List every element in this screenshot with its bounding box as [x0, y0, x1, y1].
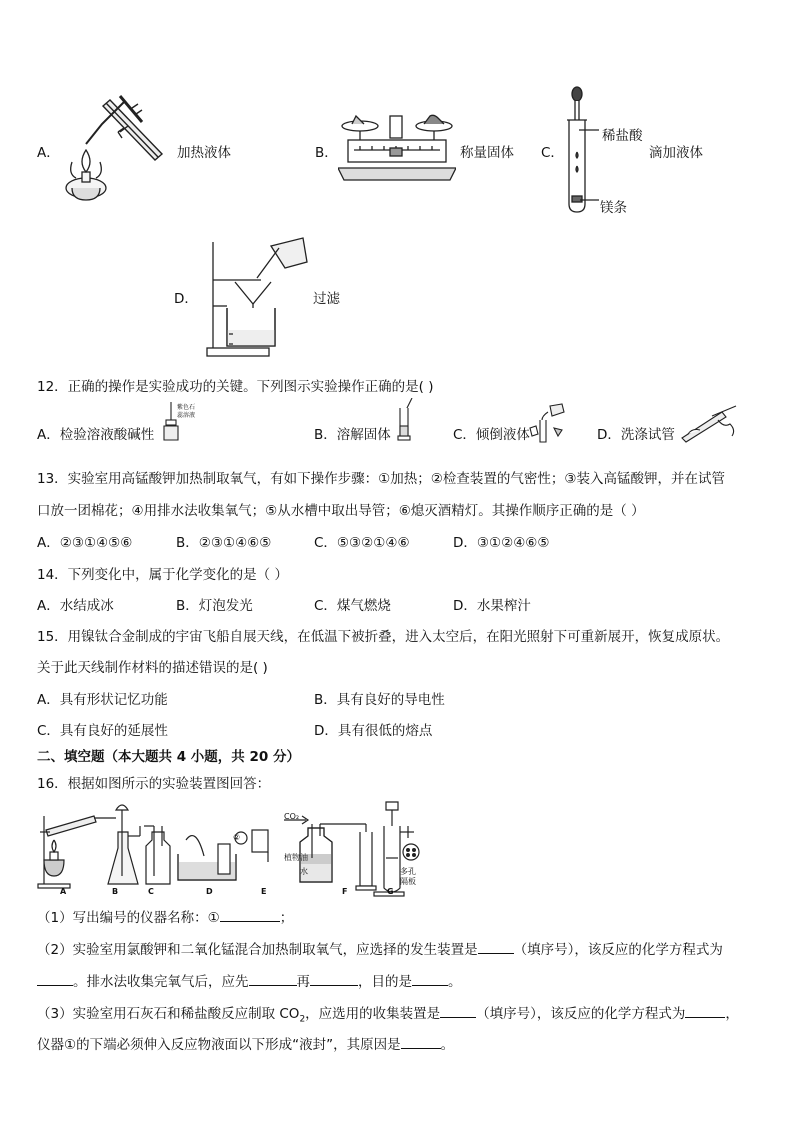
- heating-liquid-figure: [62, 92, 172, 204]
- q16-p3-text3: （填序号），该反应的化学方程式为: [476, 1006, 686, 1022]
- option-c-letter: C．: [541, 145, 564, 161]
- q12-option-a: A．检验溶液酸碱性: [37, 427, 155, 443]
- option-d-letter: D．: [174, 291, 198, 307]
- q16-p2-text6: 。: [448, 974, 462, 990]
- q16-p3-text2: ，应选用的收集装置是: [305, 1006, 441, 1022]
- q14-stem: 14．下列变化中，属于化学变化的是（ ）: [37, 567, 288, 583]
- blank-purpose[interactable]: [412, 985, 448, 986]
- ph-tag2: 蕊溶液: [177, 412, 196, 419]
- q13-stem-line1: 13．实验室用高锰酸钾加热制取氧气，有如下操作步骤：①加热；②检查装置的气密性；③装入高锰酸钾，并在试管: [37, 471, 725, 487]
- pour-liquid-figure: [528, 402, 566, 444]
- balance-figure: [338, 110, 456, 190]
- option-c-label: 滴加液体: [649, 145, 703, 161]
- q15-option-c: C．具有良好的延展性: [37, 723, 168, 739]
- q13-option-d: D．③①②④⑥⑤: [453, 535, 550, 551]
- q16-apparatus-figure: [36, 796, 426, 900]
- ph-tag1: 紫色石: [177, 404, 196, 411]
- fig-porous-label-1: 多孔: [400, 867, 416, 876]
- blank-collector[interactable]: [440, 1017, 476, 1018]
- blank-first-step[interactable]: [249, 985, 297, 986]
- q13-stem-line2: 口放一团棉花；④用排水法收集氧气；⑤从水槽中取出导管；⑥熄灭酒精灯。其操作顺序正确的是（ ）: [37, 503, 645, 519]
- fig-letter-d: D: [206, 887, 213, 896]
- q16-p3-sub: 2: [299, 1014, 306, 1025]
- fig-porous-label-2: 隔板: [400, 877, 416, 886]
- q16-part3-line1: [37, 1002, 739, 1025]
- fig-co2-label: CO₂: [284, 812, 300, 821]
- q16-p2-text2: （填序号），该反应的化学方程式为: [513, 942, 723, 958]
- fig-circle-two: ②: [233, 833, 241, 842]
- q15-stem-line2: 关于此天线制作材料的描述错误的是( ): [37, 660, 268, 676]
- fig-letter-g: G: [387, 887, 394, 896]
- option-b-letter: B．: [315, 145, 338, 161]
- q16-part1: [37, 906, 293, 926]
- blank-generator[interactable]: [478, 953, 514, 954]
- dropper-acid-label: 稀盐酸: [602, 128, 643, 144]
- q16-p2-text4: 再: [296, 974, 310, 990]
- fig-letter-e: E: [261, 887, 267, 896]
- q15-stem-line1: 15．用镍钛合金制成的宇宙飞船自展天线，在低温下被折叠，进入太空后，在阳光照射下可重新展开，恢复成原状。: [37, 629, 730, 645]
- q16-part2-line1: [37, 938, 723, 958]
- fig-letter-c: C: [148, 887, 154, 896]
- q16-p3-text6: 。: [440, 1037, 455, 1053]
- q16-part3-line2: [37, 1033, 454, 1053]
- q16-part2-line2: [37, 970, 462, 990]
- q16-p1-text: （1）写出编号的仪器名称：①: [37, 910, 220, 926]
- q12-stem: 12．正确的操作是实验成功的关键。下列图示实验操作正确的是( ): [37, 379, 434, 395]
- q12-option-d: D．洗涤试管: [597, 427, 675, 443]
- section-heading: 二、填空题（本大题共 4 小题，共 20 分）: [37, 749, 300, 765]
- option-a-letter: A．: [37, 145, 60, 161]
- option-b-label: 称量固体: [460, 145, 514, 161]
- q16-p3-text4: ，: [725, 1006, 739, 1022]
- q13-option-a: A．②③①④⑤⑥: [37, 535, 133, 551]
- fig-letter-b: B: [112, 887, 119, 896]
- fig-water-label: 水: [300, 867, 308, 876]
- fig-letter-f: F: [342, 887, 348, 896]
- q13-option-b: B．②③①④⑥⑤: [176, 535, 272, 551]
- q16-p2-text3: 。排水法收集完氧气后，应先: [73, 974, 249, 990]
- q15-option-d: D．具有很低的熔点: [314, 723, 433, 739]
- q15-option-a: A．具有形状记忆功能: [37, 692, 168, 708]
- q14-option-b: B．灯泡发光: [176, 598, 253, 614]
- option-d-label: 过滤: [313, 291, 340, 307]
- q13-option-c: C．⑤③②①④⑥: [314, 535, 410, 551]
- blank-instrument-1[interactable]: [220, 921, 280, 922]
- filtration-figure: [205, 234, 309, 358]
- q16-p3-text5: 仪器①的下端必须伸入反应物液面以下形成“液封”，其原因是: [37, 1037, 401, 1053]
- option-a-label: 加热液体: [177, 145, 231, 161]
- q12-option-b: B．溶解固体: [314, 427, 391, 443]
- blank-equation-co2[interactable]: [685, 1017, 725, 1018]
- q16-p2-text1: （2）实验室用氯酸钾和二氧化锰混合加热制取氧气，应选择的发生装置是: [37, 942, 478, 958]
- blank-second-step[interactable]: [310, 985, 358, 986]
- q15-option-b: B．具有良好的导电性: [314, 692, 445, 708]
- q16-p1-end: ；: [279, 910, 294, 926]
- wash-tube-figure: [678, 404, 740, 444]
- q14-option-c: C．煤气燃烧: [314, 598, 391, 614]
- dropper-mg-label: 镁条: [600, 200, 627, 216]
- q16-p3-text1: （3）实验室用石灰石和稀盐酸反应制取 CO: [37, 1006, 300, 1022]
- q14-option-d: D．水果榨汁: [453, 598, 531, 614]
- dropper-figure: [563, 86, 603, 214]
- fig-letter-a: A: [60, 887, 67, 896]
- q16-stem: 16．根据如图所示的实验装置图回答：: [37, 776, 271, 792]
- q16-p2-text5: ，目的是: [358, 974, 412, 990]
- blank-equation-o2[interactable]: [37, 985, 73, 986]
- q12-option-c: C．倾倒液体: [453, 427, 530, 443]
- fig-oil-label: 植物油: [284, 853, 308, 862]
- dissolve-figure: [396, 398, 416, 442]
- blank-reason[interactable]: [401, 1048, 441, 1049]
- q14-option-a: A．水结成冰: [37, 598, 114, 614]
